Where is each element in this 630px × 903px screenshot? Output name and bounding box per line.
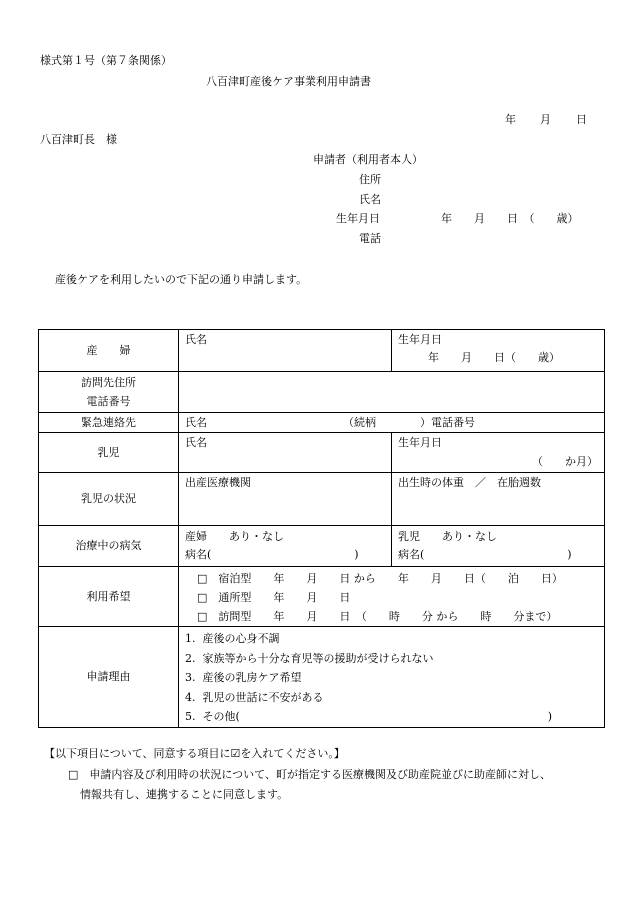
reason-item-2[interactable]: 2. 家族等から十分な育児等の援助が受けられない	[185, 651, 434, 665]
infant-status-label: 乳児の状況	[39, 473, 179, 526]
consent-heading: 【以下項目について、同意する項目に☑を入れてください。】	[44, 747, 345, 760]
mother-birth-label: 生年月日	[398, 333, 442, 346]
visit-address-label: 訪問先住所	[81, 376, 136, 389]
usage-label: 利用希望	[39, 567, 179, 627]
emergency-name-label: 氏名	[185, 415, 207, 429]
illness-infant-status[interactable]: 乳児 あり・なし	[398, 530, 497, 543]
applicant-name-label: 氏名	[359, 193, 381, 206]
visit-address-field[interactable]	[179, 372, 605, 413]
infant-label: 乳児	[39, 433, 179, 473]
mother-birth-cell[interactable]	[392, 330, 605, 372]
usage-option-overnight[interactable]: □ 宿泊型 年 月 日 から 年 月 日（ 泊 日）	[197, 572, 563, 585]
illness-mother-cell[interactable]	[179, 526, 392, 567]
illness-mother-disease[interactable]: 病名( )	[185, 548, 359, 561]
visit-label	[39, 372, 179, 413]
illness-infant-disease[interactable]: 病名( )	[398, 548, 572, 561]
application-table	[38, 329, 605, 728]
reason-item-1[interactable]: 1. 産後の心身不調	[185, 632, 280, 645]
date-day: 日	[576, 113, 587, 126]
applicant-birth-fields: 年 月 日 （ 歳）	[441, 212, 579, 225]
infant-hospital-cell[interactable]	[179, 473, 392, 526]
illness-label: 治療中の病気	[39, 526, 179, 567]
infant-weight-label: 出生時の体重 ／ 在胎週数	[398, 476, 541, 489]
illness-infant-cell[interactable]	[392, 526, 605, 567]
mother-name-label: 氏名	[185, 333, 207, 346]
infant-weight-cell[interactable]	[392, 473, 605, 526]
mother-birth-fields: 年 月 日（ 歳）	[428, 351, 560, 364]
consent-line-2: 情報共有し、連携することに同意します。	[80, 788, 289, 801]
applicant-address-label: 住所	[359, 173, 381, 186]
addressee: 八百津町長 様	[40, 133, 117, 146]
emergency-field[interactable]	[179, 413, 605, 433]
page-title: 八百津町産後ケア事業利用申請書	[206, 75, 371, 88]
reason-item-4[interactable]: 4. 乳児の世話に不安がある	[185, 690, 324, 704]
infant-birth-label: 生年月日	[398, 436, 442, 449]
reason-label: 申請理由	[39, 627, 179, 728]
infant-name-label: 氏名	[185, 436, 207, 449]
date-month: 月	[540, 113, 551, 126]
consent-checkbox-line[interactable]: □ 申請内容及び利用時の状況について、町が指定する医療機関及び助産院並びに助産師に対し、	[68, 768, 551, 781]
emergency-relation-label: （続柄 ）電話番号	[343, 415, 475, 429]
infant-age: （ か月）	[532, 455, 598, 468]
mother-name-cell[interactable]	[179, 330, 392, 372]
reason-item-5[interactable]: 5. その他( )	[185, 710, 553, 723]
date-year: 年	[505, 113, 516, 126]
applicant-phone-label: 電話	[359, 232, 381, 245]
intro-text: 産後ケアを利用したいので下記の通り申請します。	[55, 273, 308, 286]
applicant-birth-label: 生年月日	[336, 212, 380, 225]
visit-phone-label: 電話番号	[86, 395, 131, 408]
form-number: 様式第１号（第７条関係）	[40, 54, 172, 67]
usage-options	[179, 567, 605, 627]
infant-hospital-label: 出産医療機関	[185, 476, 251, 489]
infant-name-cell[interactable]	[179, 433, 392, 473]
mother-label: 産 婦	[39, 330, 179, 372]
reason-item-3[interactable]: 3. 産後の乳房ケア希望	[185, 671, 302, 684]
illness-mother-status[interactable]: 産婦 あり・なし	[185, 530, 284, 543]
applicant-heading: 申請者（利用者本人）	[313, 153, 423, 166]
reason-list	[179, 627, 605, 728]
usage-option-visit[interactable]: □ 訪問型 年 月 日 （ 時 分 から 時 分まで）	[197, 610, 558, 623]
infant-birth-cell[interactable]	[392, 433, 605, 473]
emergency-label: 緊急連絡先	[39, 413, 179, 433]
usage-option-daycare[interactable]: □ 通所型 年 月 日	[197, 591, 351, 604]
